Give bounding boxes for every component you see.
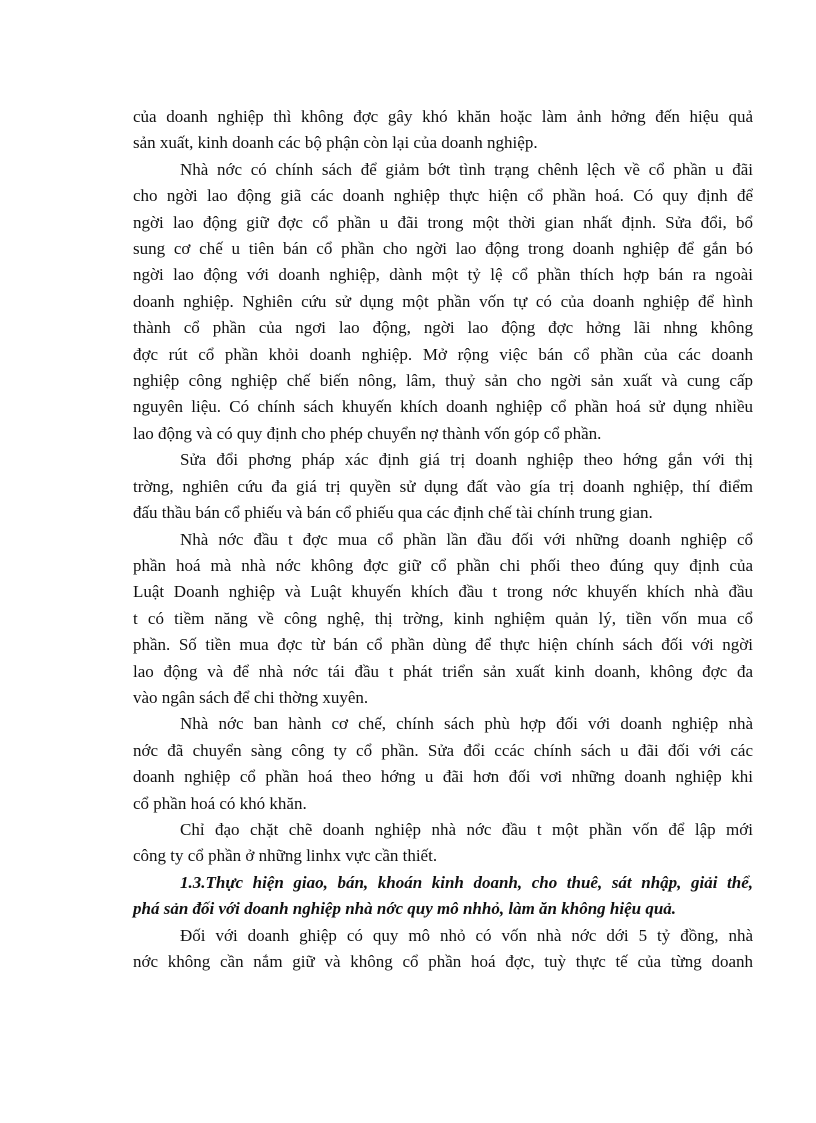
text-line: Nhà nớc đầu t đợc mua cổ phần lần đầu đối với những doanh nghiệp cổ: [180, 529, 753, 549]
paragraph: [133, 104, 753, 157]
text-line: của doanh nghiệp thì không đợc gây khó khăn hoặc làm ảnh hởng đến hiệu quả: [133, 107, 753, 126]
text-line: t có tiềm năng về công nghệ, thị trờng, kinh nghiệm quản lý, tiền vốn mua cổ: [133, 608, 753, 628]
text-line: nghiệp công nghiệp chế biến nông, lâm, thuỷ sản cho ngời sản xuất và cung cấp: [133, 371, 753, 391]
text-line: Sửa đổi phơng pháp xác định giá trị doanh nghiệp theo hớng gắn với thị: [180, 450, 753, 470]
text-line: Chỉ đạo chặt chẽ doanh nghiệp nhà nớc đầu t một phần vốn để lập mới: [180, 819, 753, 839]
text-line: 1.3.Thực hiện giao, bán, khoán kinh doanh, cho thuê, sát nhập, giải thể,: [180, 872, 753, 892]
text-line: nguyên liệu. Có chính sách khuyến khích doanh nghiệp cổ phần hoá sử dụng nhiều: [133, 397, 753, 417]
paragraph: [133, 711, 753, 817]
text-line: Đối với doanh ghiệp có quy mô nhỏ có vốn nhà nớc dới 5 tỷ đồng, nhà: [180, 925, 753, 945]
text-line: ngời lao động với doanh nghiệp, dành một tỷ lệ cổ phần thích hợp bán ra ngoài: [133, 265, 753, 285]
paragraph: [133, 923, 753, 976]
text-line: phá sản đối với doanh nghiệp nhà nớc quy mô nhhỏ, làm ăn không hiệu quả.: [133, 899, 677, 919]
text-line: phần hoá mà nhà nớc không đợc giữ cổ phần chi phối theo đúng quy định của: [133, 555, 753, 575]
text-line: vào ngân sách để chi thờng xuyên.: [133, 687, 369, 707]
text-line: Nhà nớc có chính sách để giảm bớt tình trạng chênh lệch về cổ phần u đãi: [180, 159, 753, 179]
text-line: Nhà nớc ban hành cơ chế, chính sách phù hợp đối với doanh nghiệp nhà: [180, 714, 753, 734]
text-line: cho ngời lao động giã các doanh nghiệp thực hiện cổ phần hoá. Có quy định để: [133, 186, 753, 206]
paragraph: [133, 817, 753, 870]
text-line: ngời lao động giữ đợc cổ phần u đãi trong một thời gian nhất định. Sửa đổi, bổ: [133, 212, 753, 232]
text-line: lao động và để nhà nớc tái đầu t phát triển sản xuất kinh doanh, không đợc đa: [133, 661, 753, 681]
text-line: trờng, nghiên cứu đa giá trị quyền sử dụng đất vào gía trị doanh nghiệp, thí điểm: [133, 476, 753, 496]
paragraph: [133, 447, 753, 526]
text-line: đấu thầu bán cổ phiếu và bán cổ phiếu qua các định chế tài chính trung gian.: [133, 503, 653, 523]
text-line: nớc đã chuyển sàng công ty cổ phần. Sửa đổi ccác chính sách u đãi đối với các: [133, 740, 753, 760]
paragraph: [133, 527, 753, 712]
text-line: phần. Số tiền mua đợc từ bán cổ phần dùng để thực hiện chính sách đối với ngời: [133, 635, 753, 655]
paragraph: [133, 157, 753, 447]
text-line: cổ phần hoá có khó khăn.: [133, 793, 307, 813]
text-line: nớc không cần nắm giữ và không cổ phần hoá đợc, tuỳ thực tế của từng doanh: [133, 952, 753, 971]
text-line: công ty cổ phần ở những linhx vực cần thiết.: [133, 846, 438, 866]
section-heading: [133, 870, 753, 923]
text-line: đợc rút cổ phần khỏi doanh nghiệp. Mở rộng việc bán cổ phần của các doanh: [133, 344, 753, 364]
text-line: sản xuất, kinh doanh các bộ phận còn lại của doanh nghiệp.: [133, 133, 538, 153]
text-line: sung cơ chế u tiên bán cổ phần cho ngời lao động trong doanh nghiệp để gắn bó: [133, 239, 753, 259]
text-line: doanh nghiệp. Nghiên cứu sử dụng một phần vốn tự có của doanh nghiệp để hình: [133, 291, 753, 311]
text-line: thành cổ phần của ngơi lao động, ngời lao động đợc hởng lãi nhng không: [133, 318, 753, 338]
document-page: [133, 104, 753, 975]
text-line: doanh nghiệp cổ phần hoá theo hớng u đãi hơn đối vơi những doanh nghiệp khi: [133, 767, 753, 787]
text-line: Luật Doanh nghiệp và Luật khuyến khích đầu t trong nớc khuyến khích nhà đầu: [133, 582, 753, 602]
text-line: lao động và có quy định cho phép chuyển nợ thành vốn góp cổ phần.: [133, 423, 602, 443]
